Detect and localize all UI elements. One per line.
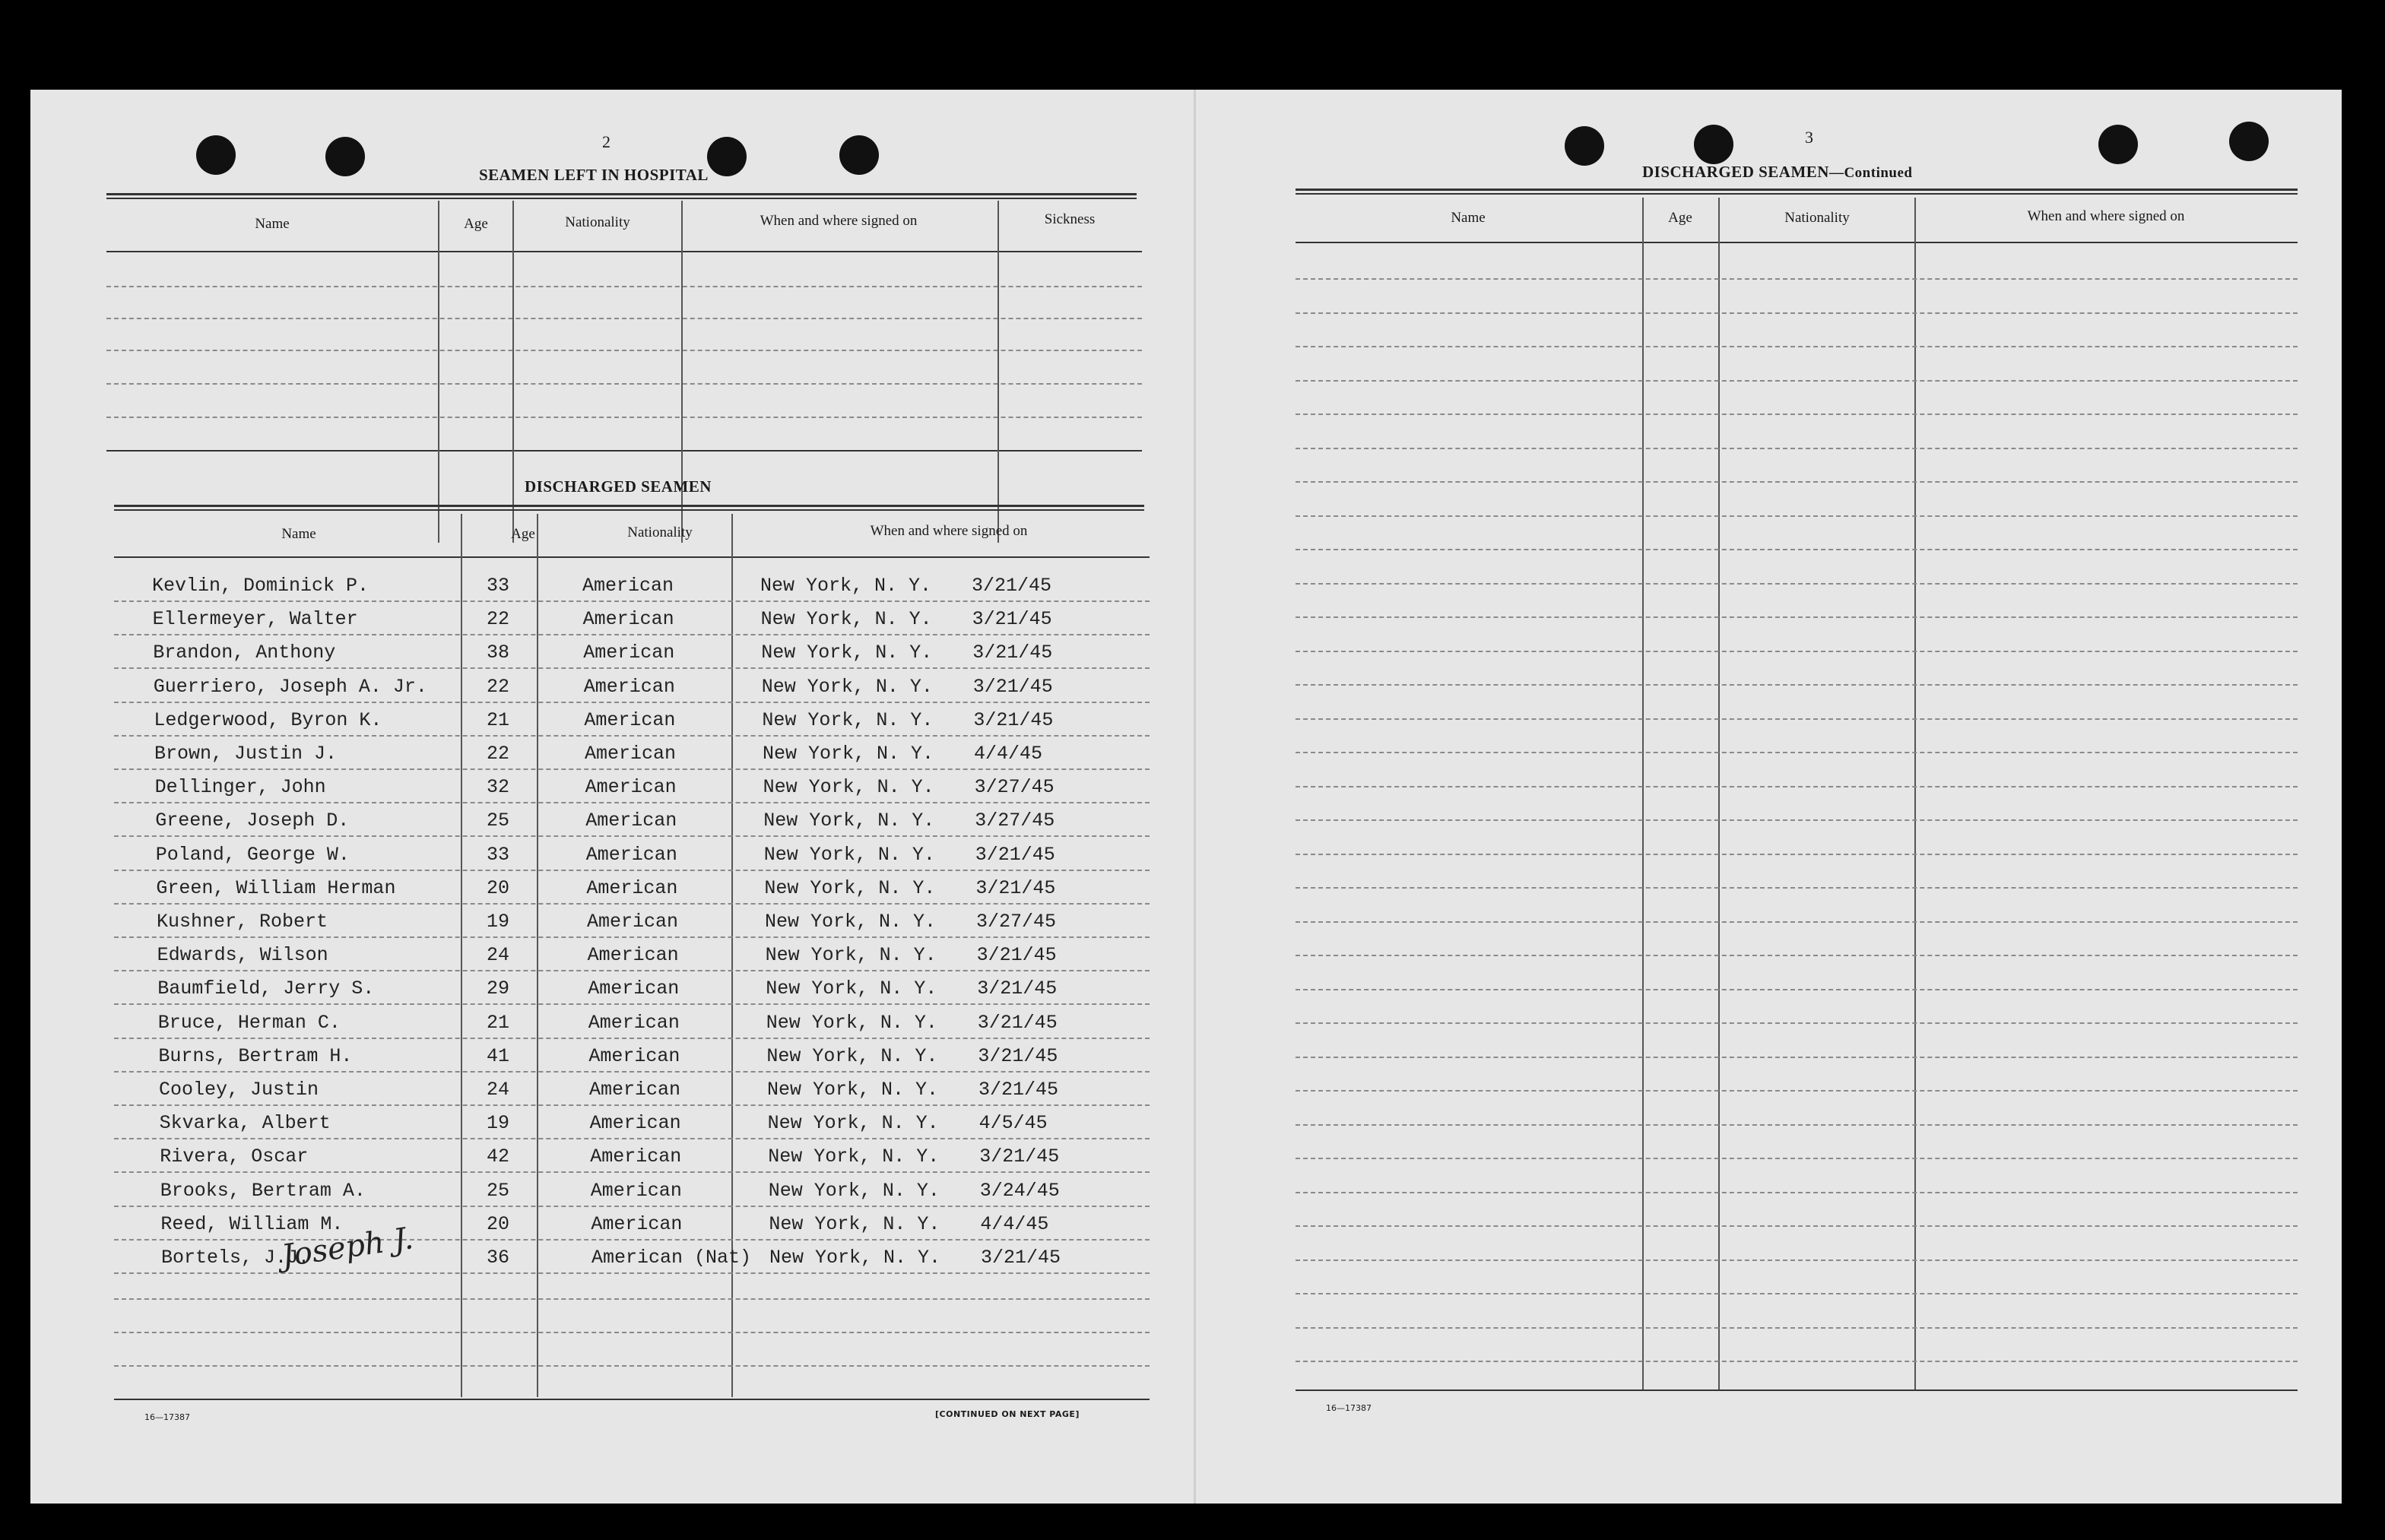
seaman-nationality: American (Nat)	[591, 1247, 752, 1269]
hospital-table-top-rule	[106, 193, 1137, 199]
right-header-name: Name	[1451, 210, 1486, 226]
left-page	[30, 90, 1196, 1504]
discharged-row-rule	[114, 1272, 1150, 1274]
right-column-divider	[1642, 198, 1644, 1391]
seaman-age: 22	[487, 743, 510, 765]
continued-note: [CONTINUED ON NEXT PAGE]	[935, 1409, 1080, 1419]
seaman-age: 25	[487, 1179, 510, 1202]
discharged-row-rule	[114, 1038, 1150, 1039]
seaman-age: 32	[487, 776, 510, 799]
seaman-signed-on-place: New York, N. Y.	[763, 843, 935, 866]
discharged-row-rule	[114, 735, 1150, 737]
right-row-rule	[1296, 1293, 2298, 1294]
seaman-signed-on-place: New York, N. Y.	[761, 642, 933, 664]
seaman-name: Cooley, Justin	[159, 1079, 319, 1101]
seaman-signed-on-place: New York, N. Y.	[765, 911, 937, 933]
right-row-rule	[1296, 583, 2298, 585]
discharged-row-rule	[114, 1365, 1150, 1367]
seaman-signed-on-date: 3/27/45	[976, 911, 1057, 933]
punch-hole	[1694, 125, 1733, 164]
hospital-row-rule	[106, 350, 1142, 351]
seaman-age: 21	[487, 708, 510, 731]
seaman-age: 24	[487, 1079, 510, 1101]
seaman-age: 22	[487, 675, 510, 698]
right-column-divider	[1718, 198, 1720, 1391]
seaman-name: Rivera, Oscar	[160, 1145, 309, 1168]
seaman-age: 41	[487, 1044, 510, 1067]
punch-hole	[2229, 122, 2269, 161]
seaman-nationality: American	[590, 1179, 682, 1202]
seaman-age: 24	[487, 944, 510, 967]
right-row-rule	[1296, 1327, 2298, 1329]
right-row-rule	[1296, 718, 2298, 720]
seaman-age: 20	[487, 1212, 510, 1235]
discharged-header-signed-on: When and where signed on	[870, 523, 1028, 539]
seaman-nationality: American	[582, 575, 674, 597]
hospital-row-rule	[106, 417, 1142, 418]
right-row-rule	[1296, 414, 2298, 415]
title-suffix: —Continued	[1828, 165, 1913, 181]
seaman-signed-on-date: 3/21/45	[972, 575, 1052, 597]
hospital-row-rule	[106, 318, 1142, 319]
seaman-signed-on-place: New York, N. Y.	[760, 608, 932, 631]
punch-hole	[325, 137, 365, 176]
seaman-nationality: American	[586, 876, 678, 899]
discharged-row-rule	[114, 802, 1150, 803]
seaman-signed-on-place: New York, N. Y.	[766, 1011, 937, 1034]
right-row-rule	[1296, 278, 2298, 280]
right-page	[1201, 90, 2342, 1504]
seaman-age: 33	[487, 843, 510, 866]
hospital-column-divider	[438, 201, 439, 543]
seaman-nationality: American	[584, 708, 676, 731]
seaman-name: Poland, George W.	[155, 843, 350, 866]
right-row-rule	[1296, 955, 2298, 956]
right-row-rule	[1296, 481, 2298, 483]
right-row-rule	[1296, 549, 2298, 550]
seaman-age: 42	[487, 1145, 510, 1168]
page-number: 2	[602, 132, 611, 151]
discharged-row-rule	[114, 600, 1150, 602]
discharged-header-age: Age	[511, 526, 535, 542]
seaman-age: 33	[487, 575, 510, 597]
page-number: 3	[1805, 128, 1813, 147]
hospital-header-rule	[106, 251, 1142, 252]
right-row-rule	[1296, 1124, 2298, 1126]
discharged-row-rule	[114, 1239, 1150, 1241]
seaman-signed-on-date: 3/21/45	[977, 1011, 1058, 1034]
handwritten-signature: Joseph J.	[279, 1221, 416, 1274]
seaman-nationality: American	[583, 642, 675, 664]
right-row-rule	[1296, 1361, 2298, 1362]
seaman-age: 38	[487, 642, 510, 664]
discharged-row-rule	[114, 1104, 1150, 1106]
hospital-section-title: SEAMEN LEFT IN HOSPITAL	[479, 166, 709, 184]
seaman-signed-on-date: 4/4/45	[980, 1212, 1049, 1235]
seaman-signed-on-date: 3/27/45	[974, 776, 1055, 799]
discharged-table-bottom-rule	[114, 1399, 1150, 1400]
seaman-name: Guerriero, Joseph A. Jr.	[153, 675, 427, 698]
seaman-signed-on-place: New York, N. Y.	[768, 1145, 940, 1168]
seaman-nationality: American	[585, 810, 677, 832]
document-sheet	[30, 90, 2342, 1504]
right-table-top-rule	[1296, 189, 2298, 195]
seaman-signed-on-date: 3/21/45	[977, 978, 1058, 1000]
discharged-row-rule	[114, 667, 1150, 669]
seaman-signed-on-date: 4/4/45	[974, 743, 1043, 765]
seaman-signed-on-place: New York, N. Y.	[764, 876, 936, 899]
seaman-name: Bortels, J.J.	[161, 1247, 310, 1269]
discharged-row-rule	[114, 702, 1150, 703]
right-row-rule	[1296, 448, 2298, 449]
seaman-age: 20	[487, 876, 510, 899]
discharged-row-rule	[114, 1003, 1150, 1005]
seaman-name: Skvarka, Albert	[159, 1112, 331, 1135]
seaman-signed-on-place: New York, N. Y.	[760, 575, 932, 597]
seaman-name: Brandon, Anthony	[153, 642, 336, 664]
seaman-signed-on-place: New York, N. Y.	[769, 1247, 941, 1269]
seaman-nationality: American	[588, 1011, 680, 1034]
hospital-header-sickness: Sickness	[1044, 211, 1096, 227]
discharged-table-top-rule	[114, 505, 1144, 511]
title-main: DISCHARGED SEAMEN	[1642, 163, 1829, 181]
seaman-nationality: American	[589, 1079, 681, 1101]
seaman-name: Green, William Herman	[156, 876, 396, 899]
discharged-column-divider	[537, 514, 538, 1397]
right-row-rule	[1296, 752, 2298, 753]
seaman-signed-on-place: New York, N. Y.	[766, 978, 937, 1000]
seaman-signed-on-date: 3/21/45	[972, 642, 1053, 664]
seaman-age: 25	[487, 810, 510, 832]
seaman-signed-on-place: New York, N. Y.	[769, 1212, 940, 1235]
right-row-rule	[1296, 989, 2298, 990]
hospital-header-name: Name	[255, 216, 290, 232]
seaman-nationality: American	[585, 743, 677, 765]
seaman-name: Kevlin, Dominick P.	[152, 575, 369, 597]
discharged-continued-title	[1642, 163, 1912, 182]
right-row-rule	[1296, 1192, 2298, 1193]
seaman-nationality: American	[588, 978, 680, 1000]
right-row-rule	[1296, 651, 2298, 652]
punch-hole	[839, 135, 879, 175]
discharged-header-name: Name	[281, 526, 316, 542]
seaman-name: Brooks, Bertram A.	[160, 1179, 366, 1202]
right-row-rule	[1296, 1022, 2298, 1024]
seaman-name: Kushner, Robert	[157, 911, 328, 933]
right-row-rule	[1296, 346, 2298, 347]
seaman-name: Edwards, Wilson	[157, 944, 328, 967]
seaman-age: 21	[487, 1011, 510, 1034]
seaman-nationality: American	[583, 675, 675, 698]
hospital-header-nationality: Nationality	[565, 214, 630, 230]
form-number: 16—17387	[1326, 1403, 1372, 1413]
discharged-row-rule	[114, 1071, 1150, 1073]
seaman-name: Greene, Joseph D.	[155, 810, 350, 832]
seaman-signed-on-date: 3/21/45	[979, 1145, 1060, 1168]
hospital-column-divider	[512, 201, 514, 543]
seaman-signed-on-date: 3/21/45	[978, 1044, 1058, 1067]
seaman-nationality: American	[587, 944, 679, 967]
seaman-signed-on-date: 3/21/45	[972, 608, 1052, 631]
right-row-rule	[1296, 854, 2298, 855]
seaman-signed-on-date: 3/21/45	[975, 843, 1055, 866]
right-row-rule	[1296, 1225, 2298, 1227]
right-row-rule	[1296, 1260, 2298, 1261]
seaman-age: 22	[487, 608, 510, 631]
seaman-signed-on-place: New York, N. Y.	[767, 1112, 939, 1135]
seaman-signed-on-place: New York, N. Y.	[763, 743, 934, 765]
hospital-row-rule	[106, 286, 1142, 287]
seaman-nationality: American	[587, 911, 679, 933]
right-row-rule	[1296, 312, 2298, 314]
right-row-rule	[1296, 515, 2298, 517]
discharged-header-nationality: Nationality	[627, 524, 693, 540]
seaman-signed-on-place: New York, N. Y.	[762, 708, 934, 731]
seaman-signed-on-date: 3/21/45	[973, 708, 1054, 731]
seaman-name: Ellermeyer, Walter	[152, 608, 358, 631]
discharged-header-rule	[114, 556, 1150, 558]
seaman-signed-on-place: New York, N. Y.	[761, 675, 933, 698]
seaman-signed-on-date: 3/27/45	[975, 810, 1055, 832]
seaman-signed-on-place: New York, N. Y.	[768, 1179, 940, 1202]
seaman-nationality: American	[589, 1112, 681, 1135]
punch-hole	[2098, 125, 2138, 164]
seaman-signed-on-date: 3/24/45	[979, 1179, 1060, 1202]
hospital-header-age: Age	[464, 216, 488, 232]
seaman-signed-on-date: 3/21/45	[981, 1247, 1061, 1269]
seaman-signed-on-place: New York, N. Y.	[765, 944, 937, 967]
discharged-section-title: DISCHARGED SEAMEN	[525, 477, 712, 496]
discharged-row-rule	[114, 936, 1150, 938]
seaman-name: Dellinger, John	[154, 776, 326, 799]
discharged-row-rule	[114, 870, 1150, 871]
seaman-nationality: American	[585, 843, 677, 866]
discharged-column-divider	[461, 514, 462, 1397]
seaman-name: Reed, William M.	[160, 1212, 344, 1235]
seaman-age: 19	[487, 911, 510, 933]
right-header-signed-on: When and where signed on	[2027, 208, 2185, 224]
seaman-signed-on-date: 4/5/45	[978, 1112, 1048, 1135]
discharged-row-rule	[114, 835, 1150, 837]
seaman-signed-on-place: New York, N. Y.	[763, 810, 935, 832]
discharged-row-rule	[114, 1298, 1150, 1300]
right-row-rule	[1296, 1158, 2298, 1159]
right-row-rule	[1296, 616, 2298, 618]
hospital-row-rule	[106, 383, 1142, 385]
seaman-signed-on-place: New York, N. Y.	[767, 1079, 939, 1101]
seaman-nationality: American	[590, 1145, 682, 1168]
seaman-signed-on-date: 3/21/45	[978, 1079, 1059, 1101]
seaman-nationality: American	[582, 608, 674, 631]
seaman-signed-on-date: 3/21/45	[976, 944, 1057, 967]
right-column-divider	[1914, 198, 1916, 1391]
hospital-header-signed-on: When and where signed on	[760, 213, 918, 229]
right-header-nationality: Nationality	[1784, 210, 1850, 226]
discharged-row-rule	[114, 970, 1150, 971]
discharged-row-rule	[114, 634, 1150, 635]
punch-hole	[1565, 126, 1604, 166]
form-number: 16—17387	[144, 1412, 190, 1422]
seaman-nationality: American	[585, 776, 677, 799]
seaman-signed-on-date: 3/21/45	[972, 675, 1053, 698]
seaman-age: 29	[487, 978, 510, 1000]
discharged-row-rule	[114, 1206, 1150, 1207]
right-row-rule	[1296, 921, 2298, 923]
discharged-row-rule	[114, 1138, 1150, 1139]
right-row-rule	[1296, 380, 2298, 382]
discharged-row-rule	[114, 1332, 1150, 1333]
seaman-nationality: American	[588, 1044, 680, 1067]
right-header-rule	[1296, 242, 2298, 243]
seaman-name: Baumfield, Jerry S.	[157, 978, 375, 1000]
right-row-rule	[1296, 1057, 2298, 1058]
seaman-signed-on-place: New York, N. Y.	[766, 1044, 938, 1067]
right-row-rule	[1296, 887, 2298, 889]
discharged-row-rule	[114, 1171, 1150, 1173]
right-table-bottom-rule	[1296, 1389, 2298, 1391]
seaman-nationality: American	[591, 1212, 683, 1235]
seaman-name: Bruce, Herman C.	[157, 1011, 341, 1034]
seaman-signed-on-date: 3/21/45	[975, 876, 1056, 899]
punch-hole	[707, 137, 747, 176]
right-header-age: Age	[1668, 210, 1692, 226]
right-row-rule	[1296, 786, 2298, 787]
hospital-table-bottom-rule	[106, 450, 1142, 452]
hospital-column-divider	[997, 201, 999, 543]
seaman-name: Ledgerwood, Byron K.	[154, 708, 382, 731]
right-row-rule	[1296, 819, 2298, 821]
seaman-name: Burns, Bertram H.	[158, 1044, 353, 1067]
seaman-signed-on-place: New York, N. Y.	[763, 776, 934, 799]
punch-hole	[196, 135, 236, 175]
discharged-row-rule	[114, 903, 1150, 905]
discharged-row-rule	[114, 768, 1150, 770]
right-row-rule	[1296, 684, 2298, 686]
right-row-rule	[1296, 1090, 2298, 1092]
seaman-age: 19	[487, 1112, 510, 1135]
seaman-age: 36	[487, 1247, 510, 1269]
seaman-name: Brown, Justin J.	[154, 743, 338, 765]
